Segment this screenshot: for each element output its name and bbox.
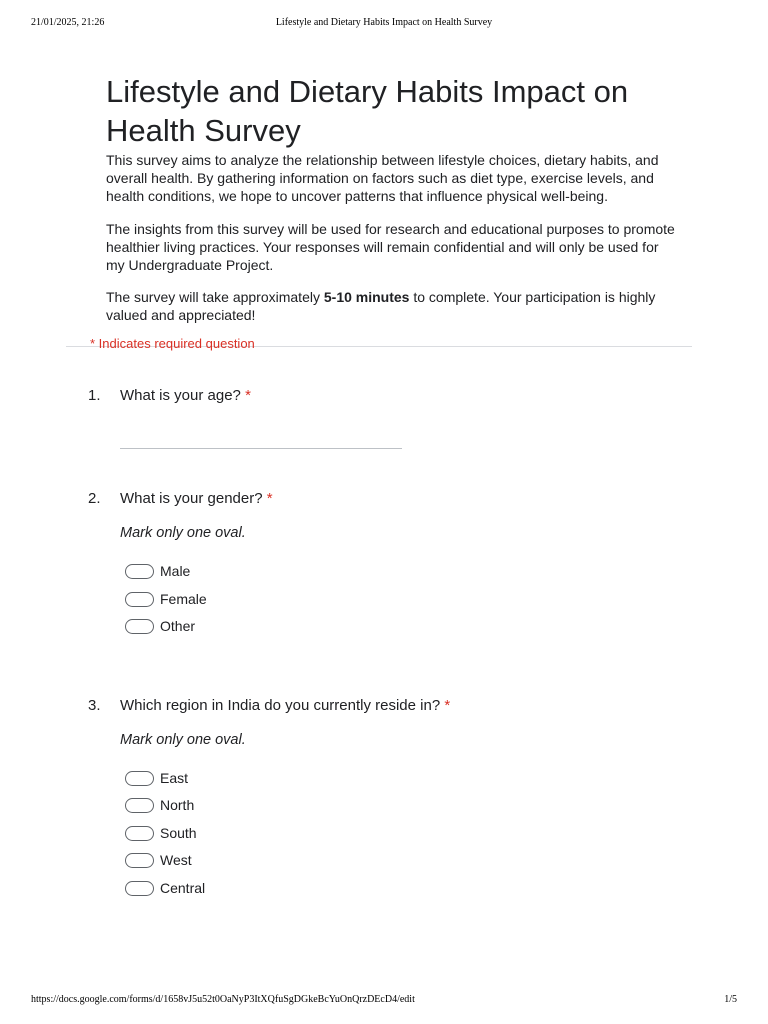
- radio-oval[interactable]: [125, 771, 154, 786]
- option-label: North: [160, 797, 195, 813]
- radio-oval[interactable]: [125, 853, 154, 868]
- radio-oval[interactable]: [125, 826, 154, 841]
- print-datetime: 21/01/2025, 21:26: [31, 17, 105, 28]
- duration-value: 5-10 minutes: [323, 289, 410, 305]
- option-north[interactable]: [125, 796, 194, 814]
- option-east[interactable]: [125, 769, 188, 787]
- form-title: Lifestyle and Dietary Habits Impact on Health Survey: [106, 74, 629, 148]
- option-label: Central: [160, 880, 206, 896]
- question-text: [120, 387, 251, 404]
- required-asterisk: *: [266, 490, 273, 507]
- question-number: 3.: [88, 697, 101, 714]
- option-female[interactable]: [125, 590, 207, 608]
- form-description-usage: The insights from this survey will be used for research and educational purposes to promote healthier living practices. Your responses will remain confidential and will only be used for my Undergraduate Project.: [106, 221, 675, 273]
- required-asterisk: *: [245, 387, 251, 404]
- option-south[interactable]: [125, 824, 197, 842]
- radio-oval[interactable]: [125, 619, 154, 634]
- duration-text-after: to complete. Your participation is highly valued and appreciated!: [106, 289, 656, 323]
- option-label: South: [160, 825, 197, 841]
- question-hint: Mark only one oval.: [120, 525, 246, 541]
- question-hint: Mark only one oval.: [120, 732, 246, 748]
- question-text: [120, 490, 273, 507]
- radio-oval[interactable]: [125, 798, 154, 813]
- question-number: 1.: [88, 387, 101, 404]
- question-label: What is your age?: [120, 387, 241, 404]
- option-label: Other: [160, 618, 196, 634]
- option-label: West: [160, 852, 192, 868]
- required-question-note: * Indicates required question: [90, 336, 255, 351]
- radio-oval[interactable]: [125, 564, 154, 579]
- required-asterisk: *: [444, 697, 451, 714]
- age-answer-input[interactable]: [120, 448, 402, 449]
- option-label: Female: [160, 591, 207, 607]
- option-label: Male: [160, 563, 191, 579]
- option-label: East: [160, 770, 189, 786]
- radio-oval[interactable]: [125, 592, 154, 607]
- question-number: 2.: [88, 490, 101, 507]
- page-number: 1/5: [724, 994, 737, 1005]
- print-footer: [0, 994, 768, 1008]
- print-url: https://docs.google.com/forms/d/1658vJ5u52t0OaNyP3ItXQfuSgDGkeBcYuOnQrzDEcD4/edit: [31, 994, 415, 1005]
- print-title: Lifestyle and Dietary Habits Impact on Health Survey: [275, 17, 493, 28]
- option-central[interactable]: [125, 879, 205, 897]
- option-male[interactable]: [125, 562, 190, 580]
- form-description-intro: This survey aims to analyze the relationship between lifestyle choices, dietary habits, and overall health. By gathering information on factors such as diet type, exercise levels, and health conditions, we hope to uncover patterns that influence physical well-being.: [106, 152, 659, 204]
- duration-text-before: The survey will take approximately: [106, 289, 324, 305]
- question-label: What is your gender?: [120, 490, 263, 507]
- option-other[interactable]: [125, 617, 195, 635]
- question-text: [120, 697, 450, 714]
- print-header: [0, 17, 768, 31]
- radio-oval[interactable]: [125, 881, 154, 896]
- question-label: Which region in India do you currently reside in?: [120, 697, 441, 714]
- option-west[interactable]: [125, 851, 192, 869]
- form-description-duration: [106, 288, 676, 324]
